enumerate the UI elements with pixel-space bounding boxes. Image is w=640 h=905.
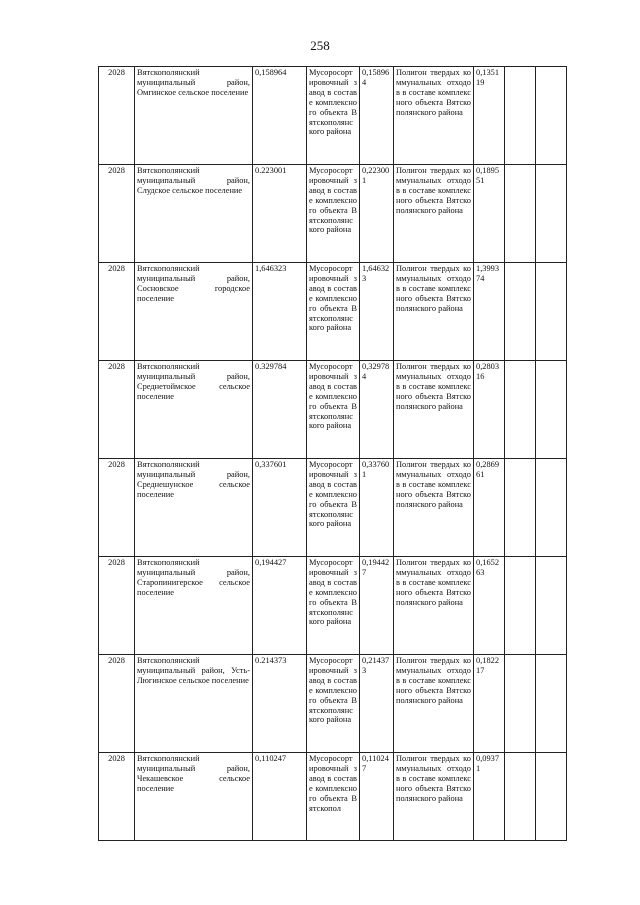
municipality-cell: Вятскополянский муниципальный район, Сосновское городское поселение	[135, 263, 253, 361]
value3-cell: 0,182217	[474, 655, 505, 753]
value1-cell: 0.223001	[253, 165, 307, 263]
year-cell: 2028	[99, 655, 135, 753]
plant-cell: Мусоросортировочный завод в составе комплексного объекта Вятскопол	[307, 753, 360, 841]
value3-cell: 0,165263	[474, 557, 505, 655]
value1-cell: 0,110247	[253, 753, 307, 841]
value2-cell: 0,194427	[360, 557, 394, 655]
value1-cell: 0,337601	[253, 459, 307, 557]
polygon-cell: Полигон твердых коммунальных отходов в составе комплексного объекта Вятскополянского района	[394, 263, 474, 361]
polygon-cell: Полигон твердых коммунальных отходов в составе комплексного объекта Вятскополянского района	[394, 67, 474, 165]
municipality-cell: Вятскополянский муниципальный район, Среднетоймское сельское поселение	[135, 361, 253, 459]
table-row	[99, 459, 567, 557]
empty-cell	[536, 263, 567, 361]
table-body	[99, 67, 567, 841]
plant-cell: Мусоросортировочный завод в составе комплексного объекта Вятскополянского района	[307, 459, 360, 557]
empty-cell	[536, 165, 567, 263]
plant-cell: Мусоросортировочный завод в составе комплексного объекта Вятскополянского района	[307, 557, 360, 655]
municipality-cell: Вятскополянский муниципальный район, Слудское сельское поселение	[135, 165, 253, 263]
value3-cell: 0,09371	[474, 753, 505, 841]
empty-cell	[505, 753, 536, 841]
value1-cell: 0,158964	[253, 67, 307, 165]
year-cell: 2028	[99, 67, 135, 165]
empty-cell	[505, 459, 536, 557]
empty-cell	[505, 655, 536, 753]
table-row	[99, 361, 567, 459]
table-row	[99, 263, 567, 361]
value1-cell: 0.329784	[253, 361, 307, 459]
table-row	[99, 67, 567, 165]
value2-cell: 0,337601	[360, 459, 394, 557]
year-cell: 2028	[99, 557, 135, 655]
page-number: 258	[310, 38, 330, 53]
year-cell: 2028	[99, 165, 135, 263]
empty-cell	[536, 459, 567, 557]
value2-cell: 0,223001	[360, 165, 394, 263]
empty-cell	[536, 67, 567, 165]
empty-cell	[536, 655, 567, 753]
value3-cell: 0,286961	[474, 459, 505, 557]
value3-cell: 0,135119	[474, 67, 505, 165]
value1-cell: 1,646323	[253, 263, 307, 361]
municipality-cell: Вятскополянский муниципальный район, Среднешунское сельское поселение	[135, 459, 253, 557]
plant-cell: Мусоросортировочный завод в составе комплексного объекта Вятскополянского района	[307, 361, 360, 459]
value3-cell: 1,399374	[474, 263, 505, 361]
value1-cell: 0,194427	[253, 557, 307, 655]
empty-cell	[505, 263, 536, 361]
value2-cell: 0,110247	[360, 753, 394, 841]
plant-cell: Мусоросортировочный завод в составе комплексного объекта Вятскополянского района	[307, 263, 360, 361]
value2-cell: 1,646323	[360, 263, 394, 361]
polygon-cell: Полигон твердых коммунальных отходов в составе комплексного объекта Вятскополянского района	[394, 459, 474, 557]
value1-cell: 0.214373	[253, 655, 307, 753]
table-row	[99, 655, 567, 753]
waste-flow-table	[98, 66, 567, 841]
municipality-cell: Вятскополянский муниципальный район, Старопинигерское сельское поселение	[135, 557, 253, 655]
table-row	[99, 165, 567, 263]
value2-cell: 0,158964	[360, 67, 394, 165]
empty-cell	[505, 165, 536, 263]
polygon-cell: Полигон твердых коммунальных отходов в составе комплексного объекта Вятскополянского района	[394, 655, 474, 753]
empty-cell	[536, 361, 567, 459]
empty-cell	[505, 361, 536, 459]
municipality-cell: Вятскополянский муниципальный район, Омгинское сельское поселение	[135, 67, 253, 165]
value3-cell: 0,189551	[474, 165, 505, 263]
polygon-cell: Полигон твердых коммунальных отходов в составе комплексного объекта Вятскополянского района	[394, 361, 474, 459]
table-row	[99, 557, 567, 655]
polygon-cell: Полигон твердых коммунальных отходов в составе комплексного объекта Вятскополянского района	[394, 557, 474, 655]
empty-cell	[505, 67, 536, 165]
year-cell: 2028	[99, 361, 135, 459]
year-cell: 2028	[99, 459, 135, 557]
empty-cell	[505, 557, 536, 655]
polygon-cell: Полигон твердых коммунальных отходов в составе комплексного объекта Вятскополянского района	[394, 165, 474, 263]
value3-cell: 0,280316	[474, 361, 505, 459]
plant-cell: Мусоросортировочный завод в составе комплексного объекта Вятскополянского района	[307, 655, 360, 753]
empty-cell	[536, 753, 567, 841]
plant-cell: Мусоросортировочный завод в составе комплексного объекта Вятскополянского района	[307, 67, 360, 165]
plant-cell: Мусоросортировочный завод в составе комплексного объекта Вятскополянского района	[307, 165, 360, 263]
municipality-cell: Вятскополянский муниципальный район, Чекашевское сельское поселение	[135, 753, 253, 841]
municipality-cell: Вятскополянский муниципальный район, Усть-Люгинское сельское поселение	[135, 655, 253, 753]
value2-cell: 0,329784	[360, 361, 394, 459]
year-cell: 2028	[99, 263, 135, 361]
year-cell: 2028	[99, 753, 135, 841]
polygon-cell: Полигон твердых коммунальных отходов в составе комплексного объекта Вятскополянского района	[394, 753, 474, 841]
table-row	[99, 753, 567, 841]
empty-cell	[536, 557, 567, 655]
value2-cell: 0,214373	[360, 655, 394, 753]
